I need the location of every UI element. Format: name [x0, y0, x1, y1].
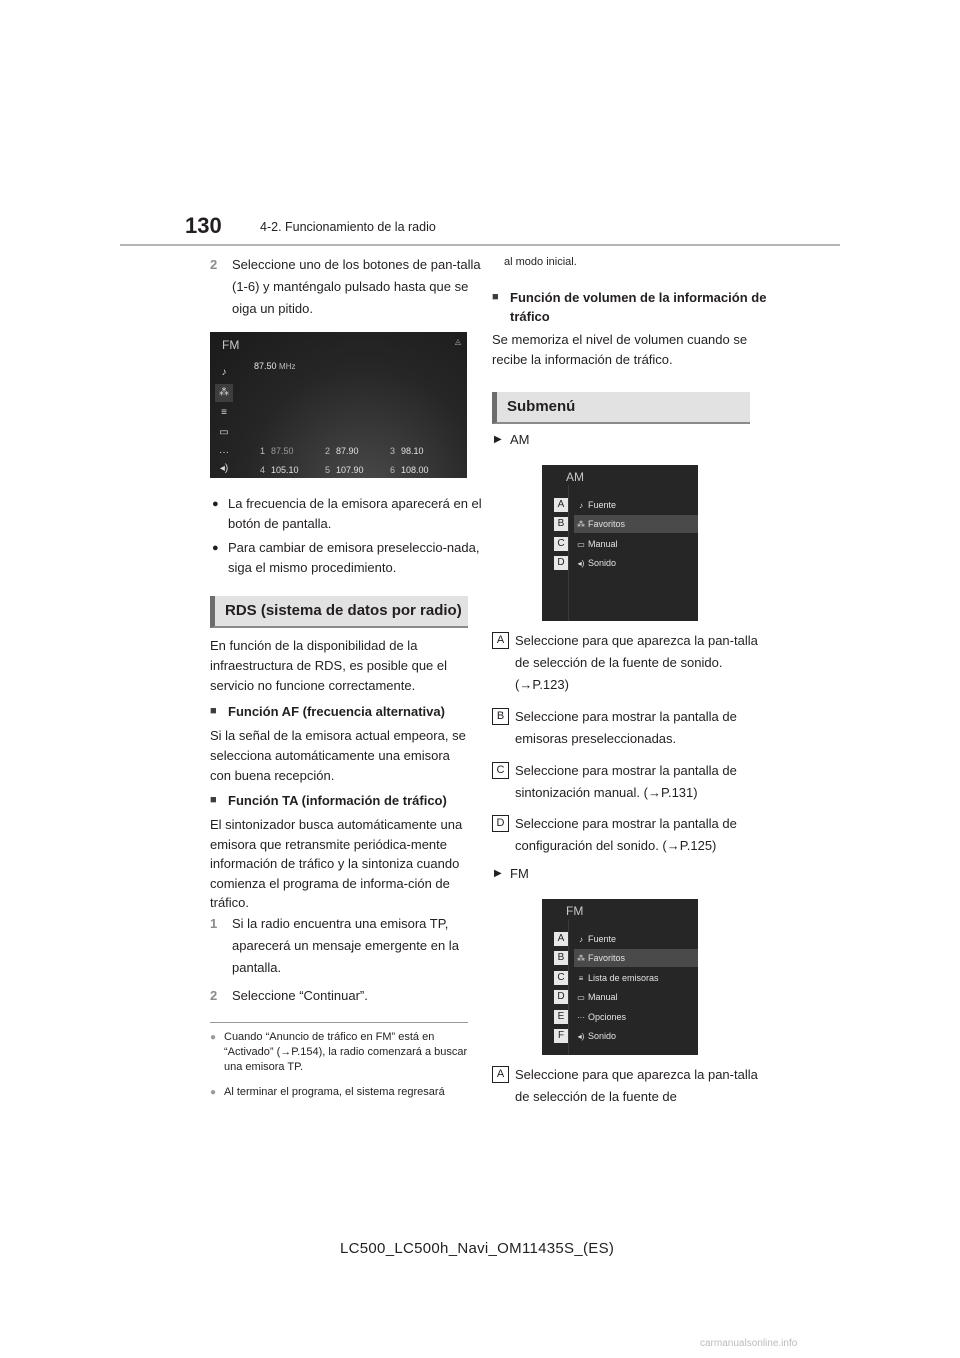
source-icon[interactable]: ♪: [221, 367, 227, 378]
arrow-icon: ▶: [494, 434, 502, 445]
signal-icon: ◬: [454, 337, 461, 346]
callout-d: D: [492, 815, 509, 832]
callout-c: C: [554, 971, 568, 985]
callout-e: E: [554, 1010, 568, 1024]
callout-a: A: [492, 632, 509, 649]
rds-banner: RDS (sistema de datos por radio): [210, 596, 468, 628]
manual-icon: ▭: [577, 540, 585, 549]
screen-title: AM: [566, 470, 584, 484]
desc-a: Seleccione para que aparezca la pan-talla de selección de la fuente de: [515, 1067, 758, 1104]
bullet-item: ● Para cambiar de emisora preseleccio-nada, siga el mismo procedimiento.: [212, 540, 480, 575]
favorites-icon: ⁂: [577, 954, 585, 963]
arrow-icon: ▶: [494, 868, 502, 879]
preset-button-5[interactable]: 5 107.90: [325, 465, 364, 475]
menu-station-list[interactable]: ≡ Lista de emisoras: [574, 969, 698, 987]
menu-source[interactable]: ♪ Fuente: [574, 930, 698, 948]
divider: [568, 919, 569, 1055]
callout-a: A: [554, 932, 568, 946]
callout-d: D: [554, 556, 568, 570]
screen-title: FM: [566, 904, 584, 918]
rds-text: En función de la disponibilidad de la infraestructura de RDS, es posible que el servicio no funcione correctamente.: [210, 638, 448, 693]
station-list-icon[interactable]: ≡: [221, 407, 227, 418]
step-2: [210, 254, 488, 320]
volume-heading: ■ Función de volumen de la información de tráfico: [492, 290, 767, 324]
ta-step-2: 2 Seleccione “Continuar”.: [210, 988, 368, 1003]
fm-label: ▶ FM: [494, 864, 529, 884]
am-label: ▶ AM: [494, 430, 530, 450]
page-number: 130: [185, 213, 222, 238]
volume-text: Se memoriza el nivel de volumen cuando se recibe la información de tráfico.: [492, 332, 748, 367]
note-item: ● Cuando “Anuncio de tráfico en FM” está en “Activado” (→P.154), la radio comenzará a buscar una emisora TP.: [210, 1031, 468, 1073]
divider: [568, 485, 569, 621]
menu-options[interactable]: ··· Opciones: [574, 1008, 698, 1026]
menu-favorites[interactable]: ⁂ Favoritos: [574, 949, 698, 967]
manual-icon: ▭: [577, 993, 585, 1002]
menu-manual[interactable]: ▭ Manual: [574, 988, 698, 1006]
callout-a: A: [554, 498, 568, 512]
note-rule: [210, 1022, 468, 1023]
sound-icon[interactable]: ◂): [219, 463, 229, 474]
list-icon: ≡: [578, 974, 584, 983]
callout-c: C: [492, 762, 509, 779]
fm-submenu-screen: [542, 899, 698, 1055]
source-icon: ♪: [579, 501, 583, 510]
callout-c: C: [554, 537, 568, 551]
callout-b: B: [554, 951, 568, 965]
menu-sound[interactable]: ◂) Sonido: [574, 554, 698, 572]
step-number: 2: [210, 257, 218, 272]
sound-icon: ◂): [577, 1032, 585, 1041]
ta-heading: ■ Función TA (información de tráfico): [210, 793, 447, 808]
watermark: carmanualsonline.info: [700, 1338, 798, 1349]
preset-button-2[interactable]: 2 87.90: [325, 446, 359, 456]
callout-b: B: [554, 517, 568, 531]
desc-a: Seleccione para que aparezca la pan-talla de selección de la fuente de sonido. (→P.123): [515, 633, 758, 692]
options-icon: ···: [577, 1013, 585, 1022]
current-frequency: 87.50 MHz: [254, 361, 296, 371]
callout-d: D: [554, 990, 568, 1004]
am-submenu-screen: [542, 465, 698, 621]
preset-button-3[interactable]: 3 98.10: [390, 446, 424, 456]
preset-button-4[interactable]: 4 105.10: [260, 465, 299, 475]
screen-title: FM: [222, 338, 240, 352]
submenu-banner: Submenú: [492, 392, 750, 424]
menu-sound[interactable]: ◂) Sonido: [574, 1027, 698, 1045]
callout-f: F: [554, 1029, 568, 1043]
preset-button-1[interactable]: 1 87.50: [260, 446, 294, 456]
preset-button-6[interactable]: 6 108.00: [390, 465, 429, 475]
ta-step-1: 1 Si la radio encuentra una emisora TP, aparecerá un mensaje emergente en la pantalla.: [210, 916, 459, 975]
step-text: Seleccione uno de los botones de pan-talla (1-6) y manténgalo pulsado hasta que se oiga un pitido.: [232, 257, 481, 316]
menu-favorites[interactable]: ⁂ Favoritos: [574, 515, 698, 533]
favorites-icon: ⁂: [577, 520, 585, 529]
ta-text: El sintonizador busca automáticamente una emisora que retransmite periódica-mente información de tráfico y la sintoniza cuando comienza el programa de informa-ción de tráfico.: [210, 817, 463, 910]
desc-b: Seleccione para mostrar la pantalla de emisoras preseleccionadas.: [515, 709, 737, 746]
section-title: 4-2. Funcionamiento de la radio: [260, 220, 436, 234]
desc-d: Seleccione para mostrar la pantalla de configuración del sonido. (→P.125): [515, 816, 737, 853]
footer-doc-id: LC500_LC500h_Navi_OM11435S_(ES): [340, 1240, 615, 1257]
callout-b: B: [492, 708, 509, 725]
options-icon[interactable]: ···: [219, 447, 229, 458]
bullet-item: ● La frecuencia de la emisora aparecerá en el botón de pantalla.: [212, 496, 482, 531]
af-heading: ■ Función AF (frecuencia alternativa): [210, 704, 445, 719]
menu-source[interactable]: ♪ Fuente: [574, 496, 698, 514]
menu-manual[interactable]: ▭ Manual: [574, 535, 698, 553]
sound-icon: ◂): [577, 559, 585, 568]
source-icon: ♪: [579, 935, 583, 944]
manual-icon[interactable]: ▭: [219, 427, 229, 438]
fm-radio-screen: [210, 332, 467, 478]
desc-c: Seleccione para mostrar la pantalla de sintonización manual. (→P.131): [515, 763, 737, 800]
callout-a: A: [492, 1066, 509, 1083]
af-text: Si la señal de la emisora actual empeora, se selecciona automáticamente una emisora con buena recepción.: [210, 728, 466, 783]
note-item: ● Al terminar el programa, el sistema regresará: [210, 1086, 445, 1098]
header-rule: [120, 244, 840, 246]
note-continued: al modo inicial.: [504, 256, 577, 268]
favorites-icon[interactable]: ⁂: [215, 384, 233, 402]
